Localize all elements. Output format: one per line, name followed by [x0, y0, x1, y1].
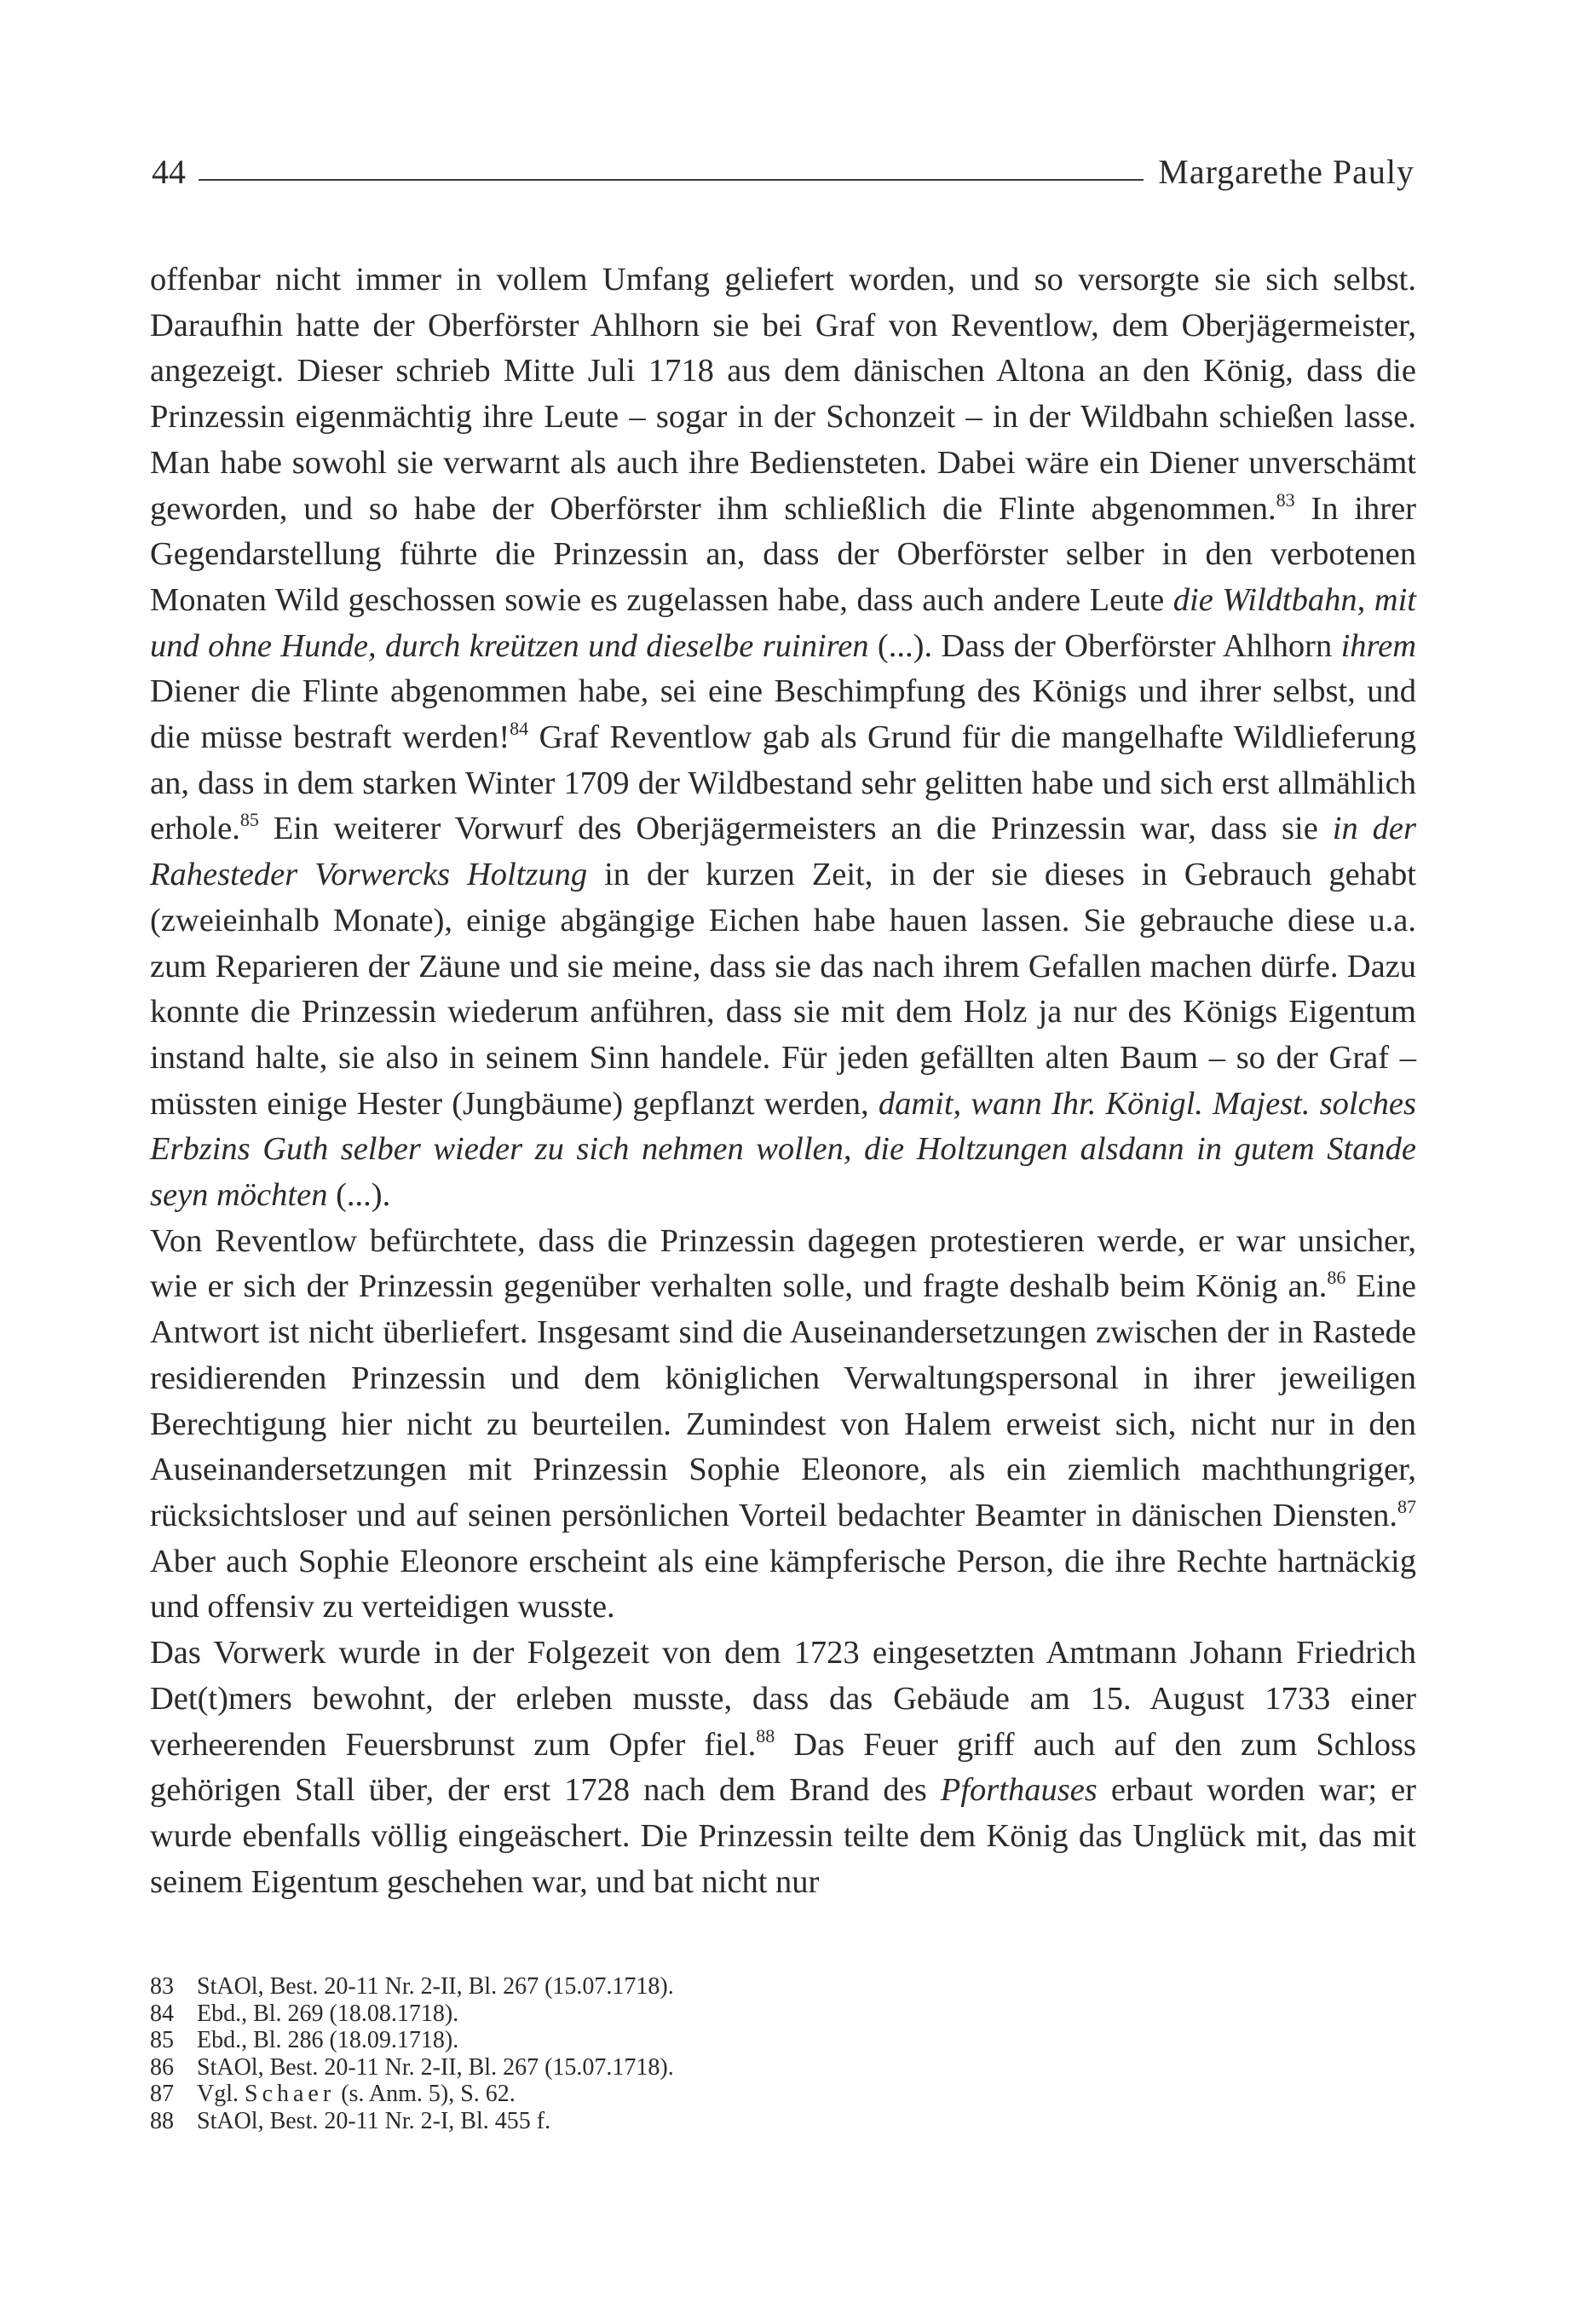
footnote-number: 84: [150, 2000, 174, 2027]
author-name: Schaer: [245, 2081, 336, 2107]
footnote-ref-87[interactable]: 87: [1397, 1495, 1416, 1517]
running-head: [152, 150, 1415, 201]
header-rule: [199, 179, 1144, 181]
footnote-83: [150, 1973, 1416, 2001]
quotation: in der Rahesteder Vorwercks Holtzung: [150, 811, 1416, 893]
footnote-text: StAOl, Best. 20-11 Nr. 2-II, Bl. 267 (15.07.1718).: [197, 1973, 674, 2000]
footnotes: [150, 1973, 1416, 2134]
body-text: [150, 257, 1416, 1905]
footnote-87: [150, 2081, 1416, 2108]
footnote-number: 86: [150, 2053, 174, 2081]
paragraph-2: Von Reventlow befürchtete, dass die Prinzessin dagegen protestieren werde, er war unsicher, wie er sich der Prinzessin gegenüber verhalten solle, und fragte deshalb beim König an.$^{86}$ Eine Antwort ist nicht überliefert. Insgesamt sind die Auseinandersetzungen zwischen der in Rastede residierenden Prinzessin und dem königlichen Verwaltungspersonal in ihrer jeweiligen Berechtigung hier nicht zu beurteilen. Zumindest von Halem erweist sich, nicht nur in den Auseinandersetzungen mit Prinzessin Sophie Eleonore, als ein ziemlich machthungriger, rücksichtsloser und auf seinen persönlichen Vorteil bedachter Beamter in dänischen Diensten.$^{87}$ Aber auch Sophie Eleonore erscheint als eine kämpferische Person, die ihre Rechte hartnäckig und offensiv zu verteidigen wusste.: [150, 1222, 1416, 1625]
footnote-ref-85[interactable]: 85: [239, 809, 259, 831]
footnote-84: [150, 2001, 1416, 2028]
footnote-86: [150, 2054, 1416, 2081]
quotation: die Wildtbahn, mit und ohne Hunde, durch kreützen und dieselbe ruiniren: [150, 581, 1416, 664]
quotation: damit, wann Ihr. Königl. Majest. solches Erbzins Guth selber wieder zu sich nehmen wollen, die Holtzungen alsdann in gutem Stande seyn möchten: [150, 1085, 1416, 1214]
paragraph-3: Das Vorwerk wurde in der Folgezeit von dem 1723 eingesetzten Amtmann Johann Friedrich Det(t)mers bewohnt, der erleben musste, dass das Gebäude am 15. August 1733 einer verheerenden Feuersbrunst zum Opfer fiel.$^{88}$ Das Feuer griff auch auf den zum Schloss gehörigen Stall über, der erst 1728 nach dem Brand des Pforthauses erbaut worden war; er wurde ebenfalls völlig eingeäschert. Die Prinzessin teilte dem König das Unglück mit, das mit seinem Eigentum geschehen war, und bat nicht nur: [150, 1635, 1417, 1900]
footnote-ref-88[interactable]: 88: [756, 1724, 775, 1747]
footnote-number: 83: [150, 1973, 174, 2000]
quotation: ihrem: [1340, 627, 1417, 664]
footnote-number: 85: [150, 2027, 174, 2053]
footnote-text: Ebd., Bl. 269 (18.08.1718).: [197, 2000, 459, 2027]
footnote-text: StAOl, Best. 20-11 Nr. 2-II, Bl. 267 (15.07.1718).: [197, 2053, 674, 2081]
running-head-author: Margarethe Pauly: [1158, 153, 1415, 191]
paragraph-1: offenbar nicht immer in vollem Umfang geliefert worden, und so versorgte sie sich selbst. Daraufhin hatte der Oberförster Ahlhorn sie bei Graf von Reventlow, dem Oberjägermeister, angezeigt. Dieser schrieb Mitte Juli 1718 aus dem dänischen Altona an den König, dass die Prinzessin eigenmächtig ihre Leute – sogar in der Schonzeit – in der Wildbahn schießen lasse. Man habe sowohl sie verwarnt als auch ihre Bediensteten. Dabei wäre ein Diener unverschämt geworden, und so habe der Oberförster ihm schließlich die Flinte abgenommen.$^{83}$ In ihrer Gegendarstellung führte die Prinzessin an, dass der Oberförster selber in den verbotenen Monaten Wild geschossen sowie es zugelassen habe, dass auch andere Leute die Wildtbahn, mit und ohne Hunde, durch kreützen und dieselbe ruiniren (...). Dass der Oberförster Ahlhorn ihrem Diener die Flinte abgenommen habe, sei eine Beschimpfung des Königs und ihrer selbst, und die müsse bestraft werden!$^{84}$ Graf Reventlow gab als Grund für die mangelhafte Wildlieferung an, dass in dem starken Winter 1709 der Wildbestand sehr gelitten habe und sich erst allmählich erhole.$^{85}$ Ein weiterer Vorwurf des Oberjägermeisters an die Prinzessin war, dass sie in der Rahesteder Vorwercks Holtzung in der kurzen Zeit, in der sie dieses in Gebrauch gehabt (zweieinhalb Monate), einige abgängige Eichen habe hauen lassen. Sie gebrauche diese u.a. zum Reparieren der Zäune und sie meine, dass sie das nach ihrem Gefallen machen dürfe. Dazu konnte die Prinzessin wiederum anführen, dass sie mit dem Holz ja nur des Königs Eigentum instand halte, sie also in seinem Sinn handele. Für jeden gefällten alten Baum – so der Graf – müssten einige Hester (Jungbäume) gepflanzt werden, damit, wann Ihr. Königl. Majest. solches Erbzins Guth selber wieder zu sich nehmen wollen, die Holtzungen alsdann in gutem Stande seyn möchten (...).: [150, 262, 1417, 1214]
footnote-ref-84[interactable]: 84: [510, 718, 529, 740]
footnote-number: 87: [150, 2081, 174, 2107]
footnote-text: Ebd., Bl. 286 (18.09.1718).: [197, 2027, 459, 2053]
footnote-ref-83[interactable]: 83: [1276, 488, 1295, 511]
footnote-text: Vgl. Schaer (s. Anm. 5), S. 62.: [197, 2081, 516, 2107]
footnote-text: StAOl, Best. 20-11 Nr. 2-I, Bl. 455 f.: [197, 2107, 551, 2134]
footnote-number: 88: [150, 2107, 174, 2134]
page-number: 44: [152, 153, 186, 191]
quotation: Pforthauses: [940, 1772, 1098, 1809]
footnote-85: [150, 2027, 1416, 2054]
footnote-88: [150, 2108, 1416, 2135]
footnote-ref-86[interactable]: 86: [1327, 1267, 1346, 1289]
